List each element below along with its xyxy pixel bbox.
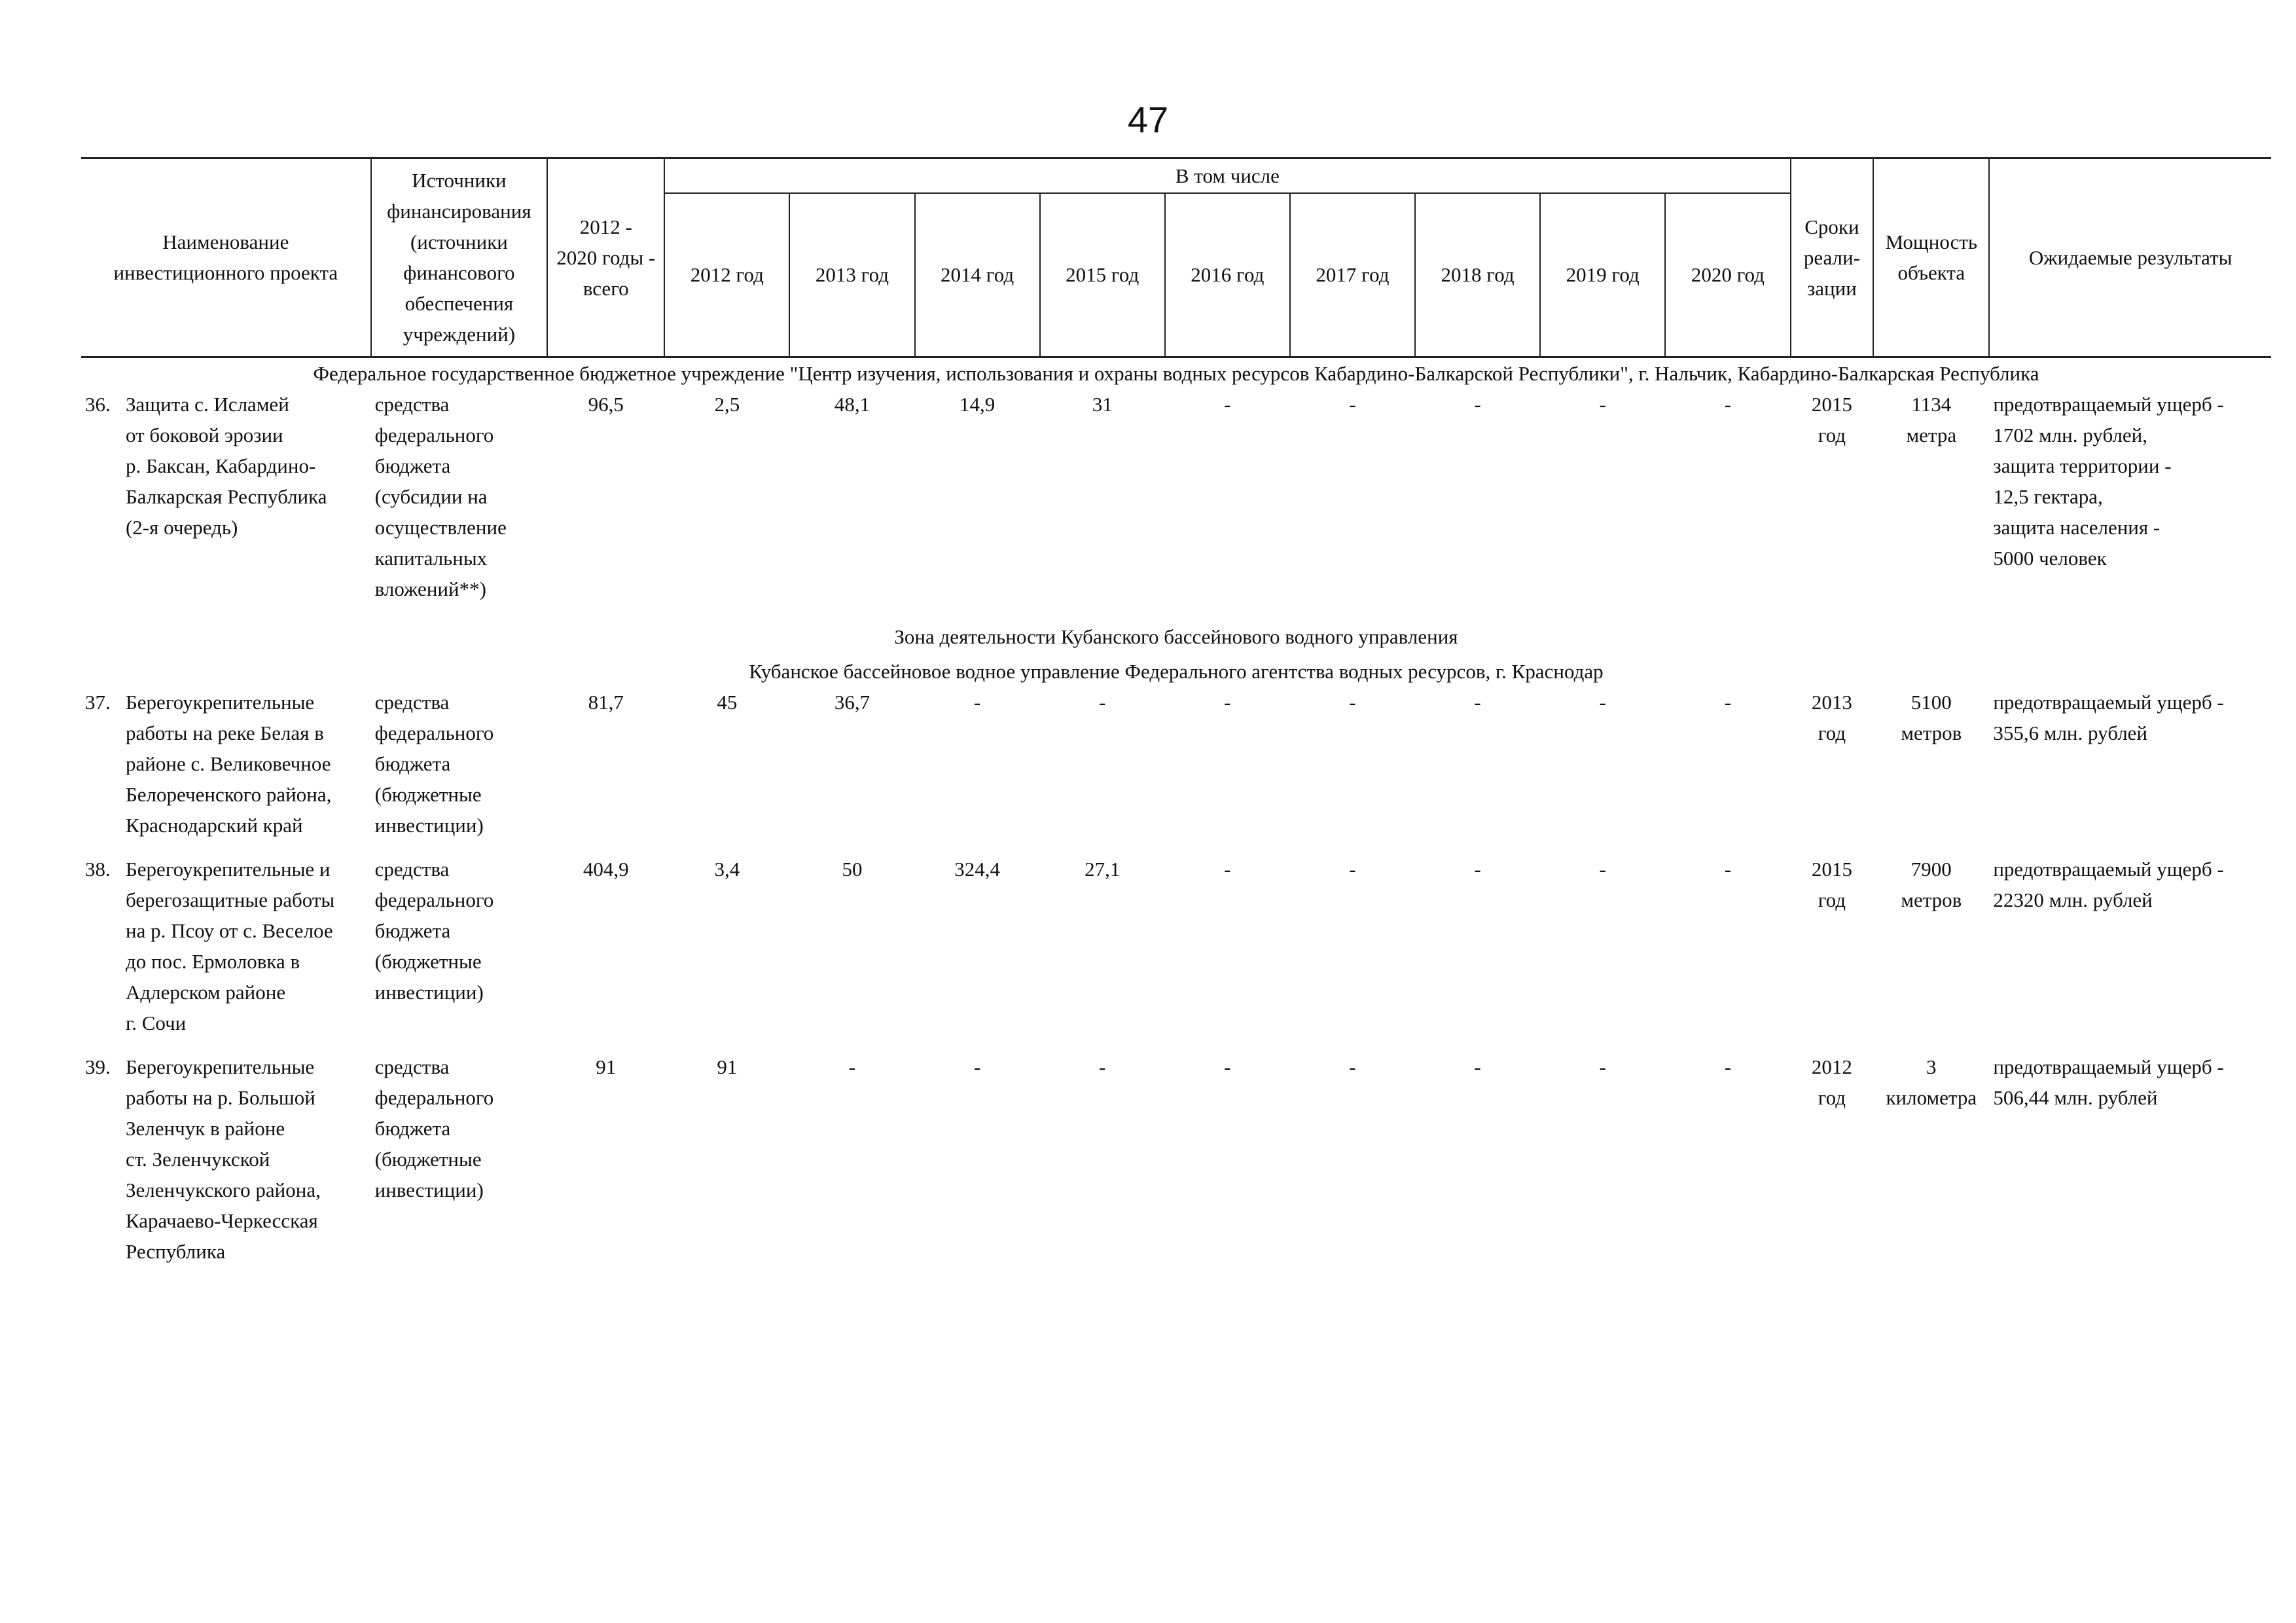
year-amount: 50 xyxy=(842,857,863,881)
year-amount: - xyxy=(1599,857,1606,881)
year-amount: - xyxy=(1724,392,1732,416)
page-number: 47 xyxy=(1127,99,1169,140)
year-amount: - xyxy=(1099,1055,1106,1078)
header-year: 2020 год xyxy=(1665,193,1790,357)
funding-source: средства федерального бюджета (бюджетные инвестиции) xyxy=(374,690,494,837)
year-amount: - xyxy=(1474,392,1481,416)
year-amount: - xyxy=(1099,690,1106,714)
object-capacity: 7900 метров xyxy=(1901,857,1962,911)
project-name-cell xyxy=(81,854,371,1038)
table-row xyxy=(81,1051,2271,1267)
implementation-term: 2012 год xyxy=(1811,1055,1852,1109)
year-amount: 91 xyxy=(717,1055,738,1078)
expected-results: предотвращаемый ущерб - 506,44 млн. рублей xyxy=(1993,1055,2224,1109)
section-heading: Кубанское бассейновое водное управление Федерального агентства водных ресурсов, г. Краснодар xyxy=(749,659,1604,683)
header-name: Наименование инвестиционного проекта xyxy=(81,158,371,357)
header-year: 2016 год xyxy=(1165,193,1290,357)
header-results: Ожидаемые результаты xyxy=(1989,158,2271,357)
header-year: 2012 год xyxy=(664,193,789,357)
table-row xyxy=(81,389,2271,604)
header-including: В том числе xyxy=(664,158,1790,194)
year-amount: - xyxy=(1474,857,1481,881)
funding-source: средства федерального бюджета (бюджетные инвестиции) xyxy=(374,1055,494,1201)
year-amount: 48,1 xyxy=(834,392,870,416)
project-name-cell xyxy=(81,687,371,841)
header-year: 2017 год xyxy=(1290,193,1415,357)
total-amount: 404,9 xyxy=(583,857,629,881)
row-index: 36. xyxy=(85,392,111,416)
project-name: Берегоукрепительные и берегозащитные работы на р. Псоу от с. Веселое до пос. Ермоловка в Адлерском районе г. Сочи xyxy=(126,857,335,1034)
table-row xyxy=(81,854,2271,1038)
investment-projects-table xyxy=(81,157,2271,1267)
header-capacity: Мощность объекта xyxy=(1873,158,1989,357)
header-year: 2018 год xyxy=(1415,193,1540,357)
year-amount: 31 xyxy=(1092,392,1113,416)
table-row xyxy=(81,687,2271,841)
year-amount: 45 xyxy=(717,690,738,714)
year-amount: - xyxy=(1724,1055,1732,1078)
year-amount: 36,7 xyxy=(834,690,870,714)
year-amount: - xyxy=(1599,392,1606,416)
project-name: Берегоукрепительные работы на реке Белая в районе с. Великовечное Белореченского района, Краснодарский край xyxy=(126,690,332,837)
year-amount: 3,4 xyxy=(714,857,740,881)
year-amount: - xyxy=(1349,690,1356,714)
header-source: Источники финансирования (источники финансового обеспечения учреждений) xyxy=(371,158,548,357)
section-heading: Зона деятельности Кубанского бассейнового водного управления xyxy=(894,625,1458,648)
year-amount: - xyxy=(1224,690,1231,714)
table-body xyxy=(81,357,2271,1267)
year-amount: - xyxy=(1349,392,1356,416)
object-capacity: 1134 метра xyxy=(1906,392,1957,447)
implementation-term: 2015 год xyxy=(1811,857,1852,911)
year-amount: - xyxy=(1599,1055,1606,1078)
year-amount: - xyxy=(1474,1055,1481,1078)
object-capacity: 5100 метров xyxy=(1901,690,1962,744)
year-amount: - xyxy=(1349,1055,1356,1078)
total-amount: 91 xyxy=(596,1055,617,1078)
project-name-cell xyxy=(81,389,371,604)
row-spacer xyxy=(81,1038,2271,1051)
year-amount: - xyxy=(973,690,981,714)
header-total: 2012 - 2020 годы - всего xyxy=(547,158,664,357)
year-amount: - xyxy=(973,1055,981,1078)
year-amount: - xyxy=(1224,1055,1231,1078)
year-amount: - xyxy=(1474,690,1481,714)
funding-source: средства федерального бюджета (бюджетные инвестиции) xyxy=(374,857,494,1004)
year-amount: - xyxy=(1724,857,1732,881)
year-amount: 27,1 xyxy=(1085,857,1121,881)
implementation-term: 2013 год xyxy=(1811,690,1852,744)
year-amount: - xyxy=(1349,857,1356,881)
row-index: 38. xyxy=(85,857,111,881)
expected-results: предотвращаемый ущерб - 355,6 млн. рублей xyxy=(1993,690,2224,744)
header-year: 2014 год xyxy=(915,193,1040,357)
table-header xyxy=(81,158,2271,357)
year-amount: - xyxy=(1599,690,1606,714)
row-spacer xyxy=(81,841,2271,854)
year-amount: - xyxy=(1724,690,1732,714)
total-amount: 96,5 xyxy=(588,392,624,416)
total-amount: 81,7 xyxy=(588,690,624,714)
header-terms: Сроки реали- зации xyxy=(1791,158,1874,357)
project-name: Берегоукрепительные работы на р. Большой Зеленчук в районе ст. Зеленчукской Зеленчукского района, Карачаево-Черкесская Республика xyxy=(126,1055,321,1263)
funding-source: средства федерального бюджета (субсидии на осуществление капитальных вложений**) xyxy=(374,392,507,600)
project-name-cell xyxy=(81,1051,371,1267)
object-capacity: 3 километра xyxy=(1886,1055,1977,1109)
row-index: 39. xyxy=(85,1055,111,1078)
project-name: Защита с. Исламей от боковой эрозии р. Баксан, Кабардино- Балкарская Республика (2-я очередь) xyxy=(126,392,327,539)
year-amount: 14,9 xyxy=(959,392,996,416)
expected-results: предотвращаемый ущерб - 22320 млн. рублей xyxy=(1993,857,2224,911)
year-amount: - xyxy=(848,1055,856,1078)
year-amount: 2,5 xyxy=(714,392,740,416)
expected-results: предотвращаемый ущерб - 1702 млн. рублей, защита территории - 12,5 гектара, защита населения - 5000 человек xyxy=(1993,392,2224,570)
row-index: 37. xyxy=(85,690,111,714)
header-year: 2015 год xyxy=(1040,193,1165,357)
section-heading: Федеральное государственное бюджетное учреждение "Центр изучения, использования и охраны водных ресурсов Кабардино-Балкарской Республики", г. Нальчик, Кабардино-Балкарская Республика xyxy=(313,361,2039,385)
year-amount: - xyxy=(1224,392,1231,416)
year-amount: - xyxy=(1224,857,1231,881)
header-year: 2013 год xyxy=(789,193,914,357)
header-year: 2019 год xyxy=(1540,193,1665,357)
implementation-term: 2015 год xyxy=(1811,392,1852,447)
year-amount: 324,4 xyxy=(954,857,1000,881)
